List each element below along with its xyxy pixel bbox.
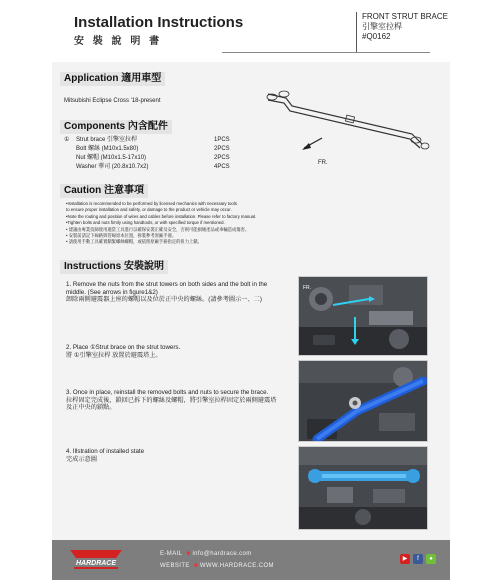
step-text-zh: 卸除兩側避震器上座的螺帽以及位於正中央的螺絲。(請參考圖示一、二) — [66, 296, 262, 304]
strut-brace-diagram — [262, 76, 430, 172]
step-text-en: 2. Place ①Strut brace on the strut towers. — [66, 344, 181, 351]
step-3 — [66, 389, 280, 412]
component-qty: 2PCS — [214, 146, 230, 152]
instructions-heading: Instructions 安裝說明 — [60, 260, 168, 274]
email-label: E-MAIL — [160, 551, 183, 557]
wechat-icon[interactable]: ● — [426, 554, 436, 564]
email-link[interactable]: info@hardrace.com — [192, 551, 252, 557]
website-bullet-icon: ■ — [193, 563, 198, 569]
caution-line: • 安裝前請記下線路與管線原本位置，拆裝參考原廠手冊。 — [66, 233, 177, 239]
photo-direction-label: FR. — [303, 285, 312, 291]
vehicle-application: Mitsubishi Eclipse Cross '18-present — [64, 98, 161, 104]
caution-line: •Installation is recommended to be performed by licensed mechanics with necessary tools — [66, 201, 237, 206]
step-text-en: 4. Illstration of installed state — [66, 448, 145, 455]
header-divider — [356, 12, 357, 52]
product-info — [362, 12, 448, 42]
caution-line: • 建議由專業技師使用適當工具進行以確保安裝正確及安全，否則可能損壞產品或車輛造成傷害。 — [66, 226, 250, 232]
step-4 — [66, 448, 280, 463]
header-rule — [222, 52, 430, 53]
product-name-zh: 引擎室拉桿 — [362, 22, 402, 31]
facebook-icon[interactable]: f — [413, 554, 423, 564]
svg-text:HARDRACE: HARDRACE — [75, 560, 117, 567]
component-number: ① — [64, 137, 70, 143]
hardrace-logo — [66, 546, 126, 572]
component-name: Nut 螺帽 (M10x1.5-17x10) — [76, 155, 147, 161]
step-text-en: 1. Remove the nuts from the strut towers on both sides and the bolt in the middle. (See arrows in figure1&2) — [66, 281, 268, 296]
photo-step-4 — [298, 446, 428, 530]
components-heading: Components 內含配件 — [60, 120, 172, 134]
caution-text — [66, 201, 316, 246]
website-link[interactable]: WWW.HARDRACE.COM — [199, 563, 274, 569]
caution-line: •Tighten bolts and nuts firmly using handtools, or with specified torque if mentioned. — [66, 220, 225, 226]
footer-email — [160, 551, 252, 557]
component-name: Bolt 螺絲 (M10x1.5x80) — [76, 146, 139, 152]
step-1 — [66, 281, 280, 304]
product-code: #Q0162 — [362, 32, 391, 41]
email-bullet-icon: ■ — [186, 551, 191, 557]
caution-line: to ensure proper installation and safety, or damage to the product or vehicle may occur. — [66, 207, 232, 213]
step-text-en: 3. Once in place, reinstall the removed bolts and nuts to secure the brace. — [66, 389, 269, 396]
direction-label: FR. — [318, 160, 328, 166]
photo-step-2-3 — [298, 360, 428, 442]
page-title: Installation Instructions — [74, 14, 244, 31]
step-text-zh: 拉桿固定完成後，鎖回已拆下的螺絲及螺帽，將引擎室拉桿固定於兩側避震塔及正中央的鎖點。 — [66, 396, 277, 412]
step-text-zh: 將 ①引擎室拉桿 放置於避震塔上。 — [66, 351, 162, 359]
component-qty: 4PCS — [214, 164, 230, 170]
component-name: Strut brace 引擎室拉桿 — [76, 137, 138, 143]
caution-heading: Caution 注意事項 — [60, 184, 148, 198]
website-label: WEBSITE — [160, 563, 190, 569]
page-subtitle: 安 裝 說 明 書 — [74, 36, 163, 47]
component-qty: 1PCS — [214, 137, 230, 143]
caution-line: • 請使用手動工具確實鎖緊螺絲螺帽，或依照原廠手冊指定的扭力上鎖。 — [66, 239, 202, 245]
product-name: FRONT STRUT BRACE — [362, 12, 448, 21]
step-2 — [66, 344, 280, 359]
photo-step-1 — [298, 276, 428, 356]
step-text-zh: 完成示意圖 — [66, 455, 97, 463]
youtube-icon[interactable]: ▶ — [400, 554, 410, 564]
caution-line: •Note the routing and position of wires and cables before installation. Please refer to factory manual. — [66, 213, 257, 219]
applications-heading: Application 適用車型 — [60, 72, 165, 86]
footer-website — [160, 563, 274, 569]
component-name: Washer 華司 (20.8x10.7x2) — [76, 164, 149, 170]
component-qty: 2PCS — [214, 155, 230, 161]
